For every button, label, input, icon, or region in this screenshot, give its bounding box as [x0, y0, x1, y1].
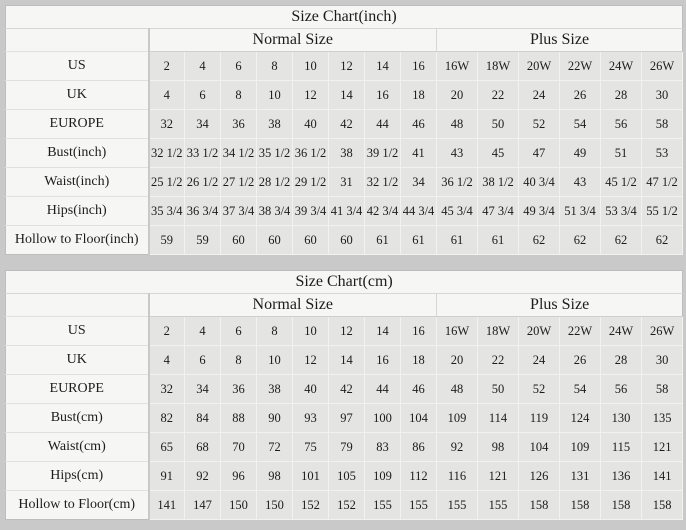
size-cell: 16W — [437, 52, 478, 81]
size-cell: 35 1/2 — [257, 139, 293, 168]
size-cell: 54 — [560, 110, 601, 139]
size-cell: 36 — [221, 110, 257, 139]
size-cell: 18 — [401, 346, 437, 375]
size-cell: 55 1/2 — [642, 197, 683, 226]
size-cell: 97 — [329, 404, 365, 433]
size-cell: 70 — [221, 433, 257, 462]
size-cell: 31 — [329, 168, 365, 197]
row-label: Bust(inch) — [6, 139, 149, 168]
size-cell: 16W — [437, 317, 478, 346]
size-chart-inch — [5, 5, 681, 255]
size-cell: 8 — [257, 317, 293, 346]
size-cell: 150 — [257, 491, 293, 520]
size-cell: 61 — [365, 226, 401, 255]
size-cell: 45 3/4 — [437, 197, 478, 226]
size-cell: 26W — [642, 52, 683, 81]
size-cell: 116 — [437, 462, 478, 491]
size-cell: 61 — [478, 226, 519, 255]
size-cell: 24W — [601, 52, 642, 81]
size-cell: 14 — [365, 52, 401, 81]
size-cell: 34 — [185, 110, 221, 139]
size-cell: 29 1/2 — [293, 168, 329, 197]
size-cell: 4 — [185, 317, 221, 346]
size-cell: 10 — [257, 346, 293, 375]
size-cell: 20W — [519, 317, 560, 346]
size-cell: 104 — [519, 433, 560, 462]
size-cell: 49 3/4 — [519, 197, 560, 226]
size-cell: 51 — [601, 139, 642, 168]
size-cell: 16 — [401, 52, 437, 81]
size-cell: 34 — [185, 375, 221, 404]
size-cell: 48 — [437, 110, 478, 139]
table-row — [6, 317, 683, 346]
size-cell: 2 — [149, 317, 185, 346]
size-cell: 45 — [478, 139, 519, 168]
size-cell: 32 1/2 — [149, 139, 185, 168]
size-cell: 112 — [401, 462, 437, 491]
size-cell: 47 1/2 — [642, 168, 683, 197]
row-label: UK — [6, 346, 149, 375]
size-cell: 20 — [437, 346, 478, 375]
size-cell: 4 — [185, 52, 221, 81]
size-cell: 53 3/4 — [601, 197, 642, 226]
size-cell: 61 — [437, 226, 478, 255]
size-cell: 96 — [221, 462, 257, 491]
size-cell: 43 — [560, 168, 601, 197]
size-cell: 60 — [329, 226, 365, 255]
size-cell: 26 — [560, 81, 601, 110]
size-cell: 105 — [329, 462, 365, 491]
size-cell: 82 — [149, 404, 185, 433]
size-cell: 147 — [185, 491, 221, 520]
size-cell: 22 — [478, 81, 519, 110]
size-cell: 47 — [519, 139, 560, 168]
size-cell: 84 — [185, 404, 221, 433]
size-cell: 56 — [601, 110, 642, 139]
size-cell: 152 — [329, 491, 365, 520]
size-cell: 114 — [478, 404, 519, 433]
size-cell: 32 — [149, 375, 185, 404]
size-cell: 50 — [478, 375, 519, 404]
size-cell: 52 — [519, 110, 560, 139]
size-cell: 12 — [329, 52, 365, 81]
size-cell: 60 — [221, 226, 257, 255]
table-row — [6, 462, 683, 491]
row-label: US — [6, 52, 149, 81]
size-cell: 6 — [221, 317, 257, 346]
size-cell: 158 — [601, 491, 642, 520]
size-cell: 130 — [601, 404, 642, 433]
size-cell: 93 — [293, 404, 329, 433]
size-cell: 141 — [149, 491, 185, 520]
size-cell: 52 — [519, 375, 560, 404]
plus-size-header: Plus Size — [437, 29, 683, 52]
size-cell: 155 — [401, 491, 437, 520]
size-cell: 109 — [365, 462, 401, 491]
size-cell: 115 — [601, 433, 642, 462]
size-cell: 91 — [149, 462, 185, 491]
size-cell: 44 — [365, 375, 401, 404]
size-cell: 14 — [329, 346, 365, 375]
size-chart-cm — [5, 270, 681, 520]
size-cell: 62 — [560, 226, 601, 255]
size-cell: 109 — [560, 433, 601, 462]
row-label: Hips(inch) — [6, 197, 149, 226]
size-cell: 12 — [293, 346, 329, 375]
size-cell: 28 1/2 — [257, 168, 293, 197]
size-cell: 158 — [642, 491, 683, 520]
size-cell: 25 1/2 — [149, 168, 185, 197]
size-cell: 38 — [257, 375, 293, 404]
size-cell: 33 1/2 — [185, 139, 221, 168]
table-row — [6, 433, 683, 462]
size-cell: 39 3/4 — [293, 197, 329, 226]
normal-size-header: Normal Size — [149, 29, 437, 52]
size-cell: 62 — [519, 226, 560, 255]
size-cell: 100 — [365, 404, 401, 433]
size-cell: 65 — [149, 433, 185, 462]
size-cell: 26W — [642, 317, 683, 346]
size-cell: 62 — [642, 226, 683, 255]
size-cell: 34 — [401, 168, 437, 197]
size-cell: 47 3/4 — [478, 197, 519, 226]
size-cell: 22W — [560, 317, 601, 346]
size-cell: 60 — [257, 226, 293, 255]
size-cell: 121 — [478, 462, 519, 491]
size-cell: 92 — [185, 462, 221, 491]
size-cell: 88 — [221, 404, 257, 433]
size-cell: 39 1/2 — [365, 139, 401, 168]
size-cell: 6 — [185, 346, 221, 375]
size-cell: 8 — [221, 81, 257, 110]
size-cell: 16 — [365, 346, 401, 375]
row-label: Hips(cm) — [6, 462, 149, 491]
size-cell: 83 — [365, 433, 401, 462]
size-cell: 40 3/4 — [519, 168, 560, 197]
size-cell: 18W — [478, 317, 519, 346]
size-cell: 10 — [293, 52, 329, 81]
size-cell: 158 — [519, 491, 560, 520]
size-cell: 41 3/4 — [329, 197, 365, 226]
size-cell: 121 — [642, 433, 683, 462]
size-cell: 42 — [329, 375, 365, 404]
size-cell: 41 — [401, 139, 437, 168]
header-spacer — [6, 29, 149, 52]
table-row — [6, 168, 683, 197]
size-cell: 44 — [365, 110, 401, 139]
size-cell: 20W — [519, 52, 560, 81]
size-cell: 37 3/4 — [221, 197, 257, 226]
size-cell: 42 3/4 — [365, 197, 401, 226]
table-row — [6, 491, 683, 520]
size-cell: 18W — [478, 52, 519, 81]
size-cell: 50 — [478, 110, 519, 139]
size-cell: 58 — [642, 110, 683, 139]
size-cell: 32 1/2 — [365, 168, 401, 197]
row-label: EUROPE — [6, 110, 149, 139]
size-cell: 10 — [257, 81, 293, 110]
size-cell: 38 — [257, 110, 293, 139]
size-cell: 38 — [329, 139, 365, 168]
size-cell: 8 — [221, 346, 257, 375]
size-cell: 58 — [642, 375, 683, 404]
size-cell: 45 1/2 — [601, 168, 642, 197]
size-cell: 155 — [478, 491, 519, 520]
size-cell: 12 — [329, 317, 365, 346]
normal-size-header: Normal Size — [149, 294, 437, 317]
size-cell: 8 — [257, 52, 293, 81]
chart-title: Size Chart(inch) — [6, 6, 683, 29]
size-cell: 28 — [601, 81, 642, 110]
size-cell: 98 — [257, 462, 293, 491]
size-cell: 60 — [293, 226, 329, 255]
header-spacer — [6, 294, 149, 317]
size-cell: 40 — [293, 375, 329, 404]
size-cell: 150 — [221, 491, 257, 520]
size-cell: 158 — [560, 491, 601, 520]
row-label: Hollow to Floor(cm) — [6, 491, 149, 520]
size-cell: 59 — [149, 226, 185, 255]
size-cell: 46 — [401, 110, 437, 139]
size-cell: 152 — [293, 491, 329, 520]
table-row — [6, 375, 683, 404]
size-cell: 14 — [329, 81, 365, 110]
size-cell: 68 — [185, 433, 221, 462]
table-row — [6, 81, 683, 110]
size-cell: 36 1/2 — [293, 139, 329, 168]
size-cell: 54 — [560, 375, 601, 404]
size-cell: 2 — [149, 52, 185, 81]
size-cell: 4 — [149, 346, 185, 375]
size-cell: 59 — [185, 226, 221, 255]
size-cell: 24 — [519, 346, 560, 375]
size-cell: 42 — [329, 110, 365, 139]
table-row — [6, 110, 683, 139]
size-chart-table — [5, 5, 683, 255]
size-cell: 109 — [437, 404, 478, 433]
size-cell: 136 — [601, 462, 642, 491]
table-row — [6, 404, 683, 433]
size-cell: 62 — [601, 226, 642, 255]
size-cell: 141 — [642, 462, 683, 491]
size-cell: 131 — [560, 462, 601, 491]
size-cell: 155 — [437, 491, 478, 520]
size-cell: 10 — [293, 317, 329, 346]
size-cell: 46 — [401, 375, 437, 404]
size-cell: 124 — [560, 404, 601, 433]
size-cell: 30 — [642, 81, 683, 110]
size-cell: 26 — [560, 346, 601, 375]
size-cell: 20 — [437, 81, 478, 110]
size-cell: 34 1/2 — [221, 139, 257, 168]
size-cell: 104 — [401, 404, 437, 433]
table-row — [6, 197, 683, 226]
size-cell: 119 — [519, 404, 560, 433]
row-label: UK — [6, 81, 149, 110]
table-row — [6, 52, 683, 81]
size-cell: 36 1/2 — [437, 168, 478, 197]
plus-size-header: Plus Size — [437, 294, 683, 317]
size-cell: 48 — [437, 375, 478, 404]
size-cell: 38 3/4 — [257, 197, 293, 226]
size-cell: 22W — [560, 52, 601, 81]
size-cell: 40 — [293, 110, 329, 139]
table-row — [6, 139, 683, 168]
size-cell: 86 — [401, 433, 437, 462]
size-cell: 22 — [478, 346, 519, 375]
size-cell: 4 — [149, 81, 185, 110]
row-label: Waist(cm) — [6, 433, 149, 462]
size-cell: 72 — [257, 433, 293, 462]
size-cell: 53 — [642, 139, 683, 168]
size-cell: 98 — [478, 433, 519, 462]
size-cell: 16 — [401, 317, 437, 346]
size-cell: 90 — [257, 404, 293, 433]
row-label: Hollow to Floor(inch) — [6, 226, 149, 255]
size-cell: 126 — [519, 462, 560, 491]
size-cell: 24W — [601, 317, 642, 346]
size-cell: 30 — [642, 346, 683, 375]
size-cell: 26 1/2 — [185, 168, 221, 197]
size-cell: 101 — [293, 462, 329, 491]
row-label: EUROPE — [6, 375, 149, 404]
size-cell: 18 — [401, 81, 437, 110]
size-cell: 135 — [642, 404, 683, 433]
size-cell: 75 — [293, 433, 329, 462]
row-label: US — [6, 317, 149, 346]
size-cell: 56 — [601, 375, 642, 404]
size-cell: 32 — [149, 110, 185, 139]
size-cell: 24 — [519, 81, 560, 110]
size-cell: 27 1/2 — [221, 168, 257, 197]
size-cell: 79 — [329, 433, 365, 462]
row-label: Bust(cm) — [6, 404, 149, 433]
size-cell: 12 — [293, 81, 329, 110]
size-cell: 6 — [185, 81, 221, 110]
size-cell: 6 — [221, 52, 257, 81]
size-cell: 35 3/4 — [149, 197, 185, 226]
size-chart-table — [5, 270, 683, 520]
chart-title: Size Chart(cm) — [6, 271, 683, 294]
size-cell: 36 3/4 — [185, 197, 221, 226]
table-row — [6, 346, 683, 375]
size-cell: 38 1/2 — [478, 168, 519, 197]
size-cell: 92 — [437, 433, 478, 462]
size-cell: 155 — [365, 491, 401, 520]
size-cell: 14 — [365, 317, 401, 346]
row-label: Waist(inch) — [6, 168, 149, 197]
size-cell: 36 — [221, 375, 257, 404]
size-cell: 51 3/4 — [560, 197, 601, 226]
size-cell: 28 — [601, 346, 642, 375]
size-cell: 44 3/4 — [401, 197, 437, 226]
size-cell: 49 — [560, 139, 601, 168]
size-cell: 43 — [437, 139, 478, 168]
table-row — [6, 226, 683, 255]
size-cell: 16 — [365, 81, 401, 110]
size-cell: 61 — [401, 226, 437, 255]
